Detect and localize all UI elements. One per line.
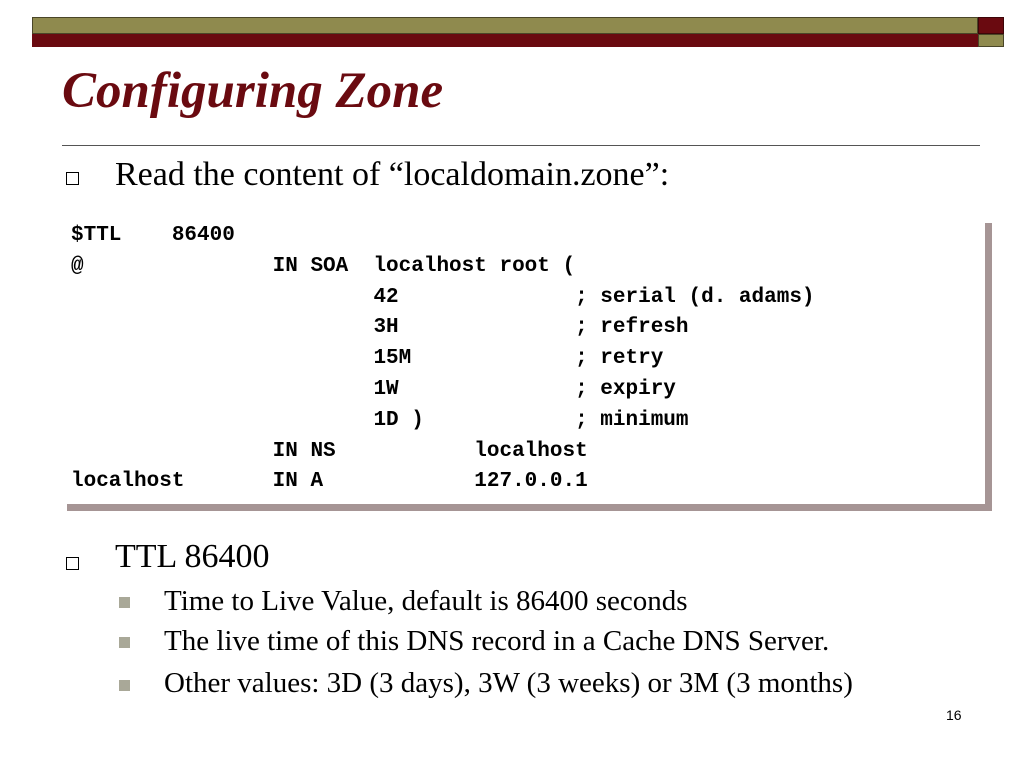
top-decor-maroon-bar <box>32 34 978 47</box>
sub-bullet-icon <box>119 597 130 608</box>
zone-file-code <box>71 221 815 498</box>
code-line: localhost IN A 127.0.0.1 <box>71 470 588 494</box>
code-line: 1D ) ; minimum <box>71 408 689 432</box>
code-line: @ IN SOA localhost root ( <box>71 254 576 278</box>
square-bullet-icon <box>66 172 79 185</box>
sub-bullet-live-time: The live time of this DNS record in a Cache DNS Server. <box>164 625 830 657</box>
code-line: IN NS localhost <box>71 439 588 463</box>
sub-bullet-icon <box>119 680 130 691</box>
square-bullet-icon <box>66 557 79 570</box>
slide-title: Configuring Zone <box>62 63 444 119</box>
top-decor-maroon-square <box>978 17 1004 34</box>
top-decor-olive-bar <box>32 17 978 34</box>
code-line: 3H ; refresh <box>71 316 689 340</box>
bullet-ttl: TTL 86400 <box>115 538 270 575</box>
page-number: 16 <box>946 707 962 723</box>
bullet-read-content: Read the content of “localdomain.zone”: <box>115 156 670 193</box>
title-divider <box>62 145 980 146</box>
sub-bullet-ttl-default: Time to Live Value, default is 86400 seconds <box>164 585 688 617</box>
sub-bullet-other-values: Other values: 3D (3 days), 3W (3 weeks) or 3M (3 months) <box>164 667 853 699</box>
top-decor-olive-square <box>978 34 1004 47</box>
code-line: 1W ; expiry <box>71 377 676 401</box>
code-line: 42 ; serial (d. adams) <box>71 285 815 309</box>
sub-bullet-icon <box>119 637 130 648</box>
code-line: 15M ; retry <box>71 347 664 371</box>
code-line: $TTL 86400 <box>71 224 235 247</box>
